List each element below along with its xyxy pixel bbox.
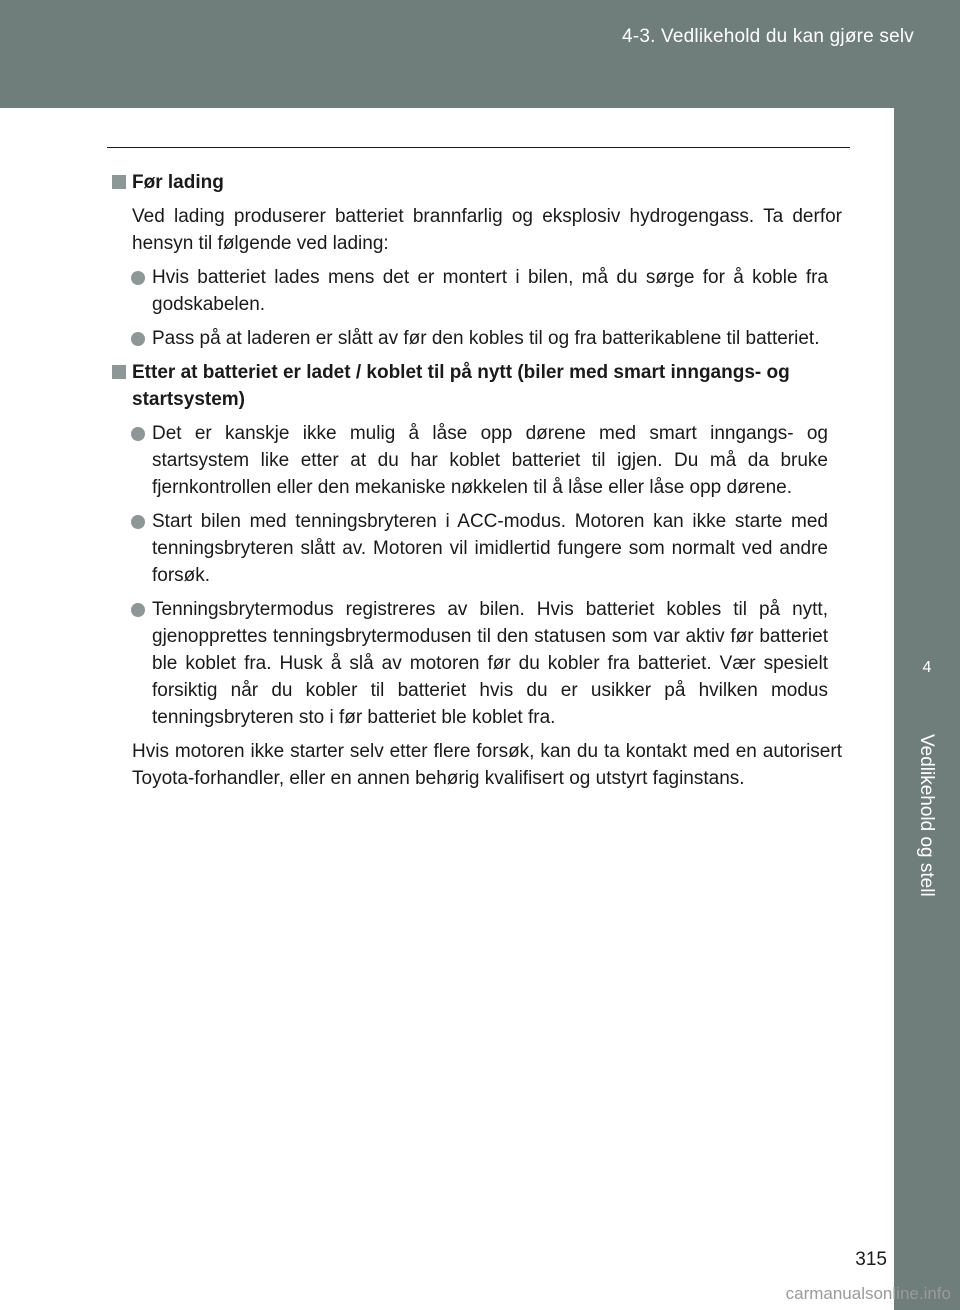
list-item: [110, 264, 842, 318]
list-item-text: Hvis batteriet lades mens det er montert i bilen, må du sørge for å koble fra godskabelen.: [152, 267, 828, 315]
round-bullet-icon: [131, 332, 145, 346]
round-bullet-icon: [131, 603, 145, 617]
round-bullet-icon: [131, 271, 145, 285]
heading-text: Før lading: [132, 172, 224, 193]
list-item-text: Tenningsbrytermodus registreres av bilen. Hvis batteriet kobles til på nytt, gjenopprettes tenningsbrytermodusen til den statusen som var aktiv før batteriet ble koblet fra. Husk å slå av motoren før du kobler fra batteriet. Vær spesielt forsiktig når du kobler til batteriet hvis du er usikker på hvilken modus tenningsbryteren sto i før batteriet ble koblet fra.: [152, 599, 828, 728]
list-item-text: Det er kanskje ikke mulig å låse opp dørene med smart inngangs- og startsystem like etter at du har koblet batteriet til igjen. Du må da bruke fjernkontrollen eller den mekaniske nøkkelen til å låse eller låse opp dørene.: [152, 423, 828, 498]
chapter-number: 4: [922, 659, 932, 676]
section-heading: [110, 169, 842, 196]
section-heading: [110, 359, 842, 413]
list-item-text: Start bilen med tenningsbryteren i ACC-modus. Motoren kan ikke starte med tenningsbryteren slått av. Motoren vil imidlertid fungere som normalt ved andre forsøk.: [152, 511, 828, 586]
round-bullet-icon: [131, 515, 145, 529]
intro-paragraph: Ved lading produserer batteriet brannfarlig og eksplosiv hydrogengass. Ta derfor hensyn til følgende ved lading:: [132, 206, 842, 254]
section-title: 4-3. Vedlikehold du kan gjøre selv: [622, 26, 914, 47]
chapter-title: Vedlikehold og stell: [916, 734, 937, 897]
heading-text: Etter at batteriet er ladet / koblet til på nytt (biler med smart inngangs- og startsystem): [132, 362, 790, 410]
list-item: [110, 325, 842, 352]
list-item: [110, 508, 842, 589]
header-band: [0, 0, 960, 108]
list-item-text: Pass på at laderen er slått av før den kobles til og fra batterikablene til batteriet.: [152, 328, 820, 349]
chapter-caption-wrap: [894, 0, 960, 1310]
page-content: [110, 169, 842, 799]
watermark: carmanualsonline.info: [785, 1284, 951, 1303]
page-number: 315: [855, 1249, 887, 1270]
square-bullet-icon: [112, 175, 126, 189]
round-bullet-icon: [131, 427, 145, 441]
closing-paragraph: Hvis motoren ikke starter selv etter flere forsøk, kan du ta kontakt med en autorisert Toyota-forhandler, eller en annen behørig kvalifisert og utstyrt faginstans.: [132, 741, 842, 789]
square-bullet-icon: [112, 365, 126, 379]
list-item: [110, 420, 842, 501]
top-rule: [107, 147, 850, 148]
list-item: [110, 596, 842, 731]
